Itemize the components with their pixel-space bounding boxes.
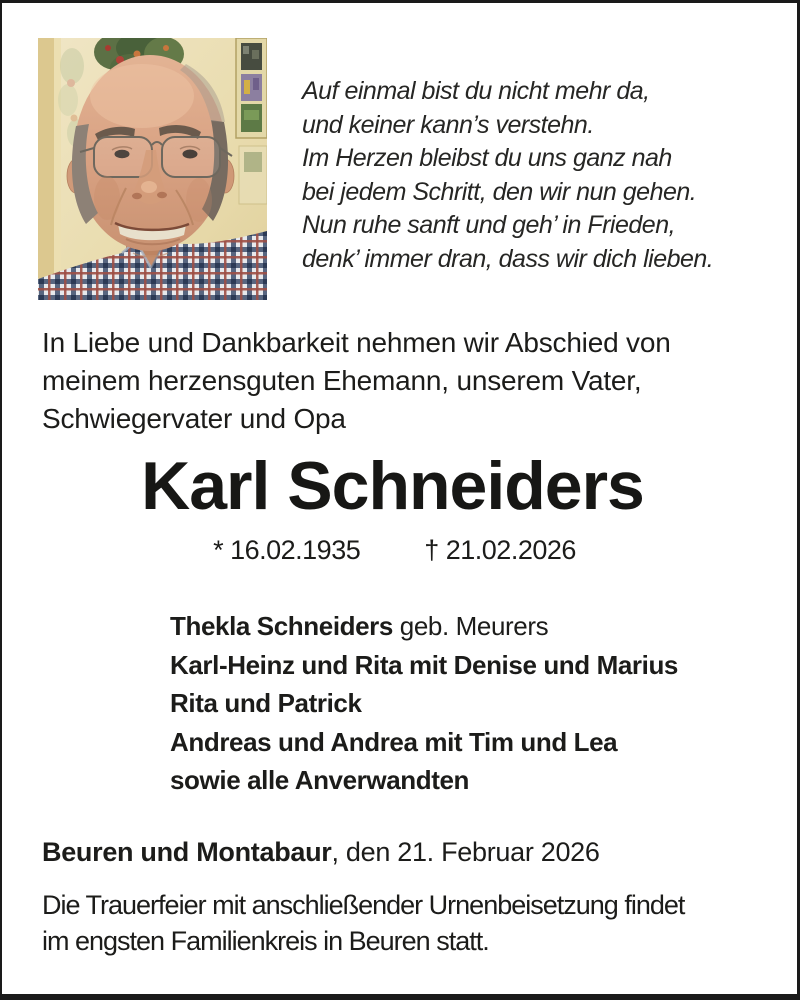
death-date: † 21.02.2026 (424, 535, 576, 565)
poem-line: Auf einmal bist du nicht mehr da, (302, 77, 650, 105)
poem-line: Nun ruhe sanft und geh’ in Frieden, (302, 211, 676, 239)
mourner-line (170, 646, 780, 685)
place-names: Beuren und Montabaur (42, 837, 332, 867)
poem-line: denk’ immer dran, dass wir dich lieben. (302, 244, 714, 273)
life-dates (2, 535, 787, 565)
funeral-line: Die Trauerfeier mit anschließender Urnenbeisetzung findet (42, 890, 685, 920)
picture-frame-lower (239, 146, 267, 204)
intro-line: Schwiegervater und Opa (42, 403, 346, 434)
intro-line: In Liebe und Dankbarkeit nehmen wir Abschied von (42, 327, 671, 358)
poem-line: Im Herzen bleibst du uns ganz nah (302, 144, 672, 172)
funeral-line: im engsten Familienkreis in Beuren statt. (42, 926, 489, 956)
poem-line: bei jedem Schritt, den wir nun gehen. (302, 177, 697, 206)
mourner-name: Andreas und Andrea mit Tim und Lea (170, 726, 618, 757)
farewell-intro (42, 324, 762, 438)
place-date-line (42, 835, 762, 869)
picture-frame (236, 38, 267, 138)
portrait-illustration (38, 38, 267, 300)
mourners-list (170, 607, 780, 800)
mourner-name: sowie alle Anverwandten (170, 765, 470, 795)
deceased-name: Karl Schneiders (141, 448, 644, 524)
mourner-line (170, 761, 780, 800)
date-text: , den 21. Februar 2026 (331, 837, 600, 867)
poem-line: und keiner kann’s verstehn. (302, 110, 594, 139)
mourner-name: Rita und Patrick (170, 688, 362, 718)
mourner-name: Karl-Heinz und Rita mit Denise und Marius (170, 649, 678, 680)
intro-line: meinem herzensguten Ehemann, unserem Vater, (42, 365, 642, 396)
portrait-photo (38, 38, 267, 300)
mourner-line (170, 684, 780, 723)
mourner-line (170, 607, 780, 646)
memorial-poem (302, 75, 782, 276)
mourner-line (170, 723, 780, 762)
mourner-suffix: geb. Meurers (392, 611, 549, 641)
mourner-name: Thekla Schneiders (170, 611, 393, 641)
birth-date: * 16.02.1935 (213, 535, 361, 565)
funeral-info (42, 887, 772, 959)
